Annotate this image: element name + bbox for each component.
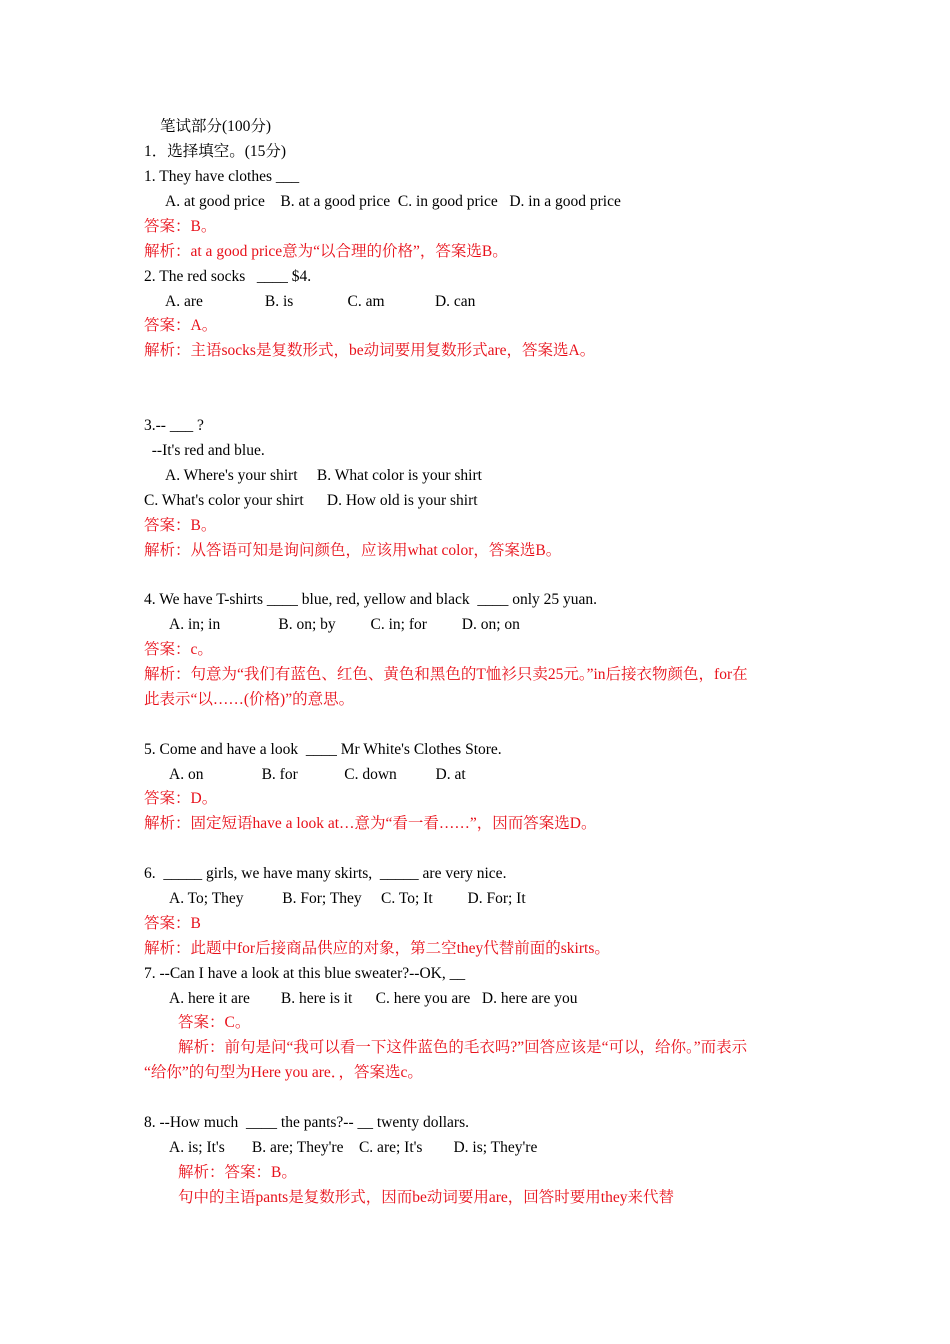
question-7-options: A. here it are B. here is it C. here you are D. here are you <box>169 990 578 1007</box>
question-8-options: A. is; It's B. are; They're C. are; It's D. is; They're <box>169 1139 538 1156</box>
question-8-answer: 解析：答案：B。 <box>178 1164 297 1181</box>
question-1-analysis: 解析：at a good price意为“以合理的价格”，答案选B。 <box>144 243 508 260</box>
question-5-stem: 5. Come and have a look ____ Mr White's Clothes Store. <box>144 741 502 758</box>
question-3-answer: 答案：B。 <box>144 517 217 534</box>
question-4-analysis-line-2: 此表示“以……(价格)”的意思。 <box>144 691 355 708</box>
question-3-analysis: 解析：从答语可知是询问颜色，应该用what color，答案选B。 <box>144 542 562 559</box>
question-8-stem: 8. --How much ____ the pants?-- __ twenty dollars. <box>144 1114 470 1131</box>
question-6-answer: 答案：B <box>144 915 201 932</box>
question-2-answer: 答案：A。 <box>144 317 218 334</box>
question-8-analysis: 句中的主语pants是复数形式，因而be动词要用are，回答时要用they来代替 <box>178 1189 674 1206</box>
part-title: 1．选择填空。(15分) <box>144 143 287 160</box>
question-2-analysis: 解析：主语socks是复数形式，be动词要用复数形式are，答案选A。 <box>144 342 596 359</box>
question-1-answer: 答案：B。 <box>144 218 217 235</box>
question-6-stem: 6. _____ girls, we have many skirts, _____ are very nice. <box>144 865 507 882</box>
question-5-options: A. on B. for C. down D. at <box>169 766 466 783</box>
question-3-response: --It's red and blue. <box>144 442 265 459</box>
question-5-answer: 答案：D。 <box>144 790 218 807</box>
question-1-stem: 1. They have clothes ___ <box>144 168 300 185</box>
question-2-options: A. are B. is C. am D. can <box>165 293 476 310</box>
question-7-stem: 7. --Can I have a look at this blue sweater?--OK, __ <box>144 965 466 982</box>
question-7-analysis-line-1: 解析：前句是问“我可以看一下这件蓝色的毛衣吗?”回答应该是“可以，给你。”而表示 <box>178 1039 748 1056</box>
section-title: 笔试部分(100分) <box>160 118 272 135</box>
question-3-stem: 3.-- ___ ? <box>144 417 204 434</box>
question-4-analysis-line-1: 解析：句意为“我们有蓝色、红色、黄色和黑色的T恤衫只卖25元。”in后接衣物颜色，for在 <box>144 666 748 683</box>
question-7-answer: 答案：C。 <box>178 1014 251 1031</box>
question-6-analysis: 解析：此题中for后接商品供应的对象，第二空they代替前面的skirts。 <box>144 940 610 957</box>
question-7-analysis-line-2: “给你”的句型为Here you are．，答案选c。 <box>144 1064 423 1081</box>
question-3-options-line-2: C. What's color your shirt D. How old is your shirt <box>144 492 478 509</box>
question-5-analysis: 解析：固定短语have a look at…意为“看一看……”，因而答案选D。 <box>144 815 597 832</box>
question-2-stem: 2. The red socks ____ $4. <box>144 268 312 285</box>
question-4-options: A. in; in B. on; by C. in; for D. on; on <box>169 616 520 633</box>
question-6-options: A. To; They B. For; They C. To; It D. For; It <box>169 890 526 907</box>
question-1-options: A. at good price B. at a good price C. in good price D. in a good price <box>165 193 621 210</box>
question-3-options-line-1: A. Where's your shirt B. What color is your shirt <box>165 467 482 484</box>
question-4-stem: 4. We have T-shirts ____ blue, red, yellow and black ____ only 25 yuan. <box>144 591 598 608</box>
question-4-answer: 答案：c。 <box>144 641 213 658</box>
